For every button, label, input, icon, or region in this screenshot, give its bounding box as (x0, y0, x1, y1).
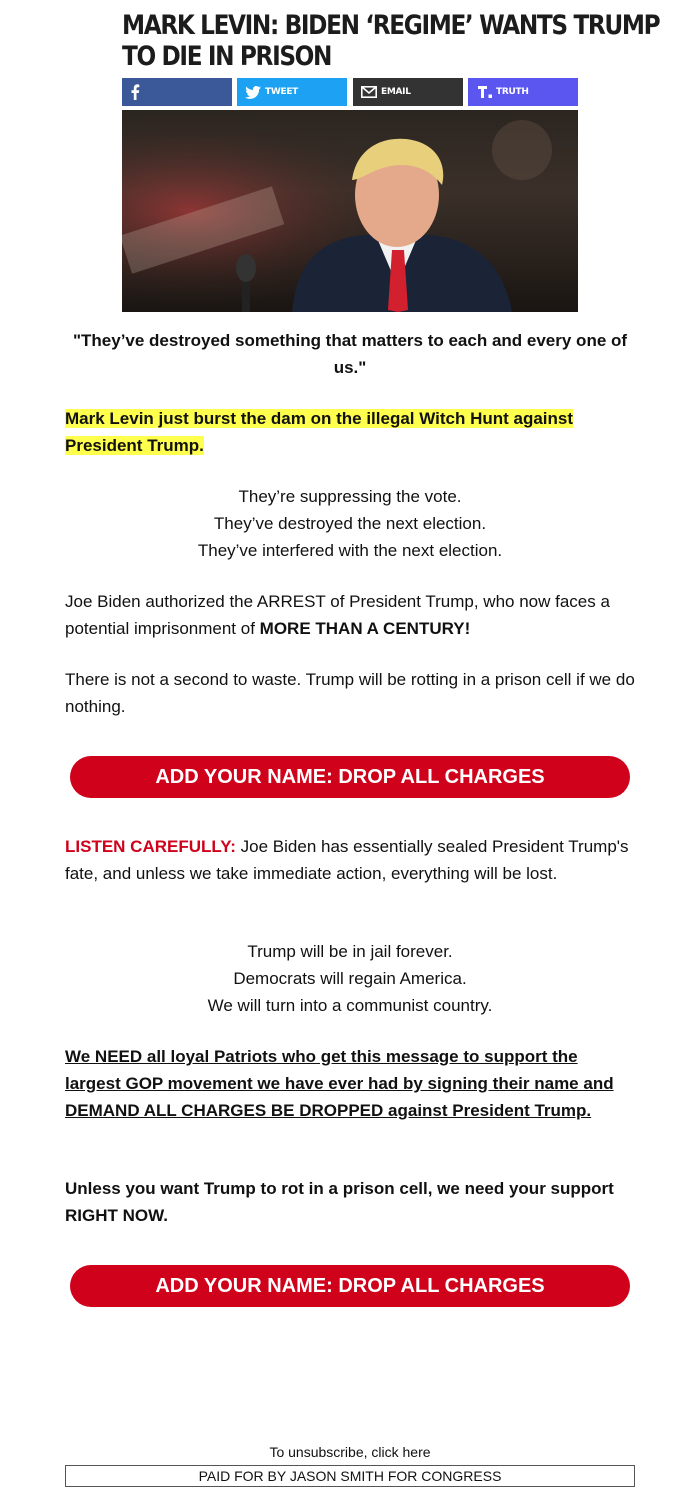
list-item: They’ve interfered with the next election. (197, 541, 503, 560)
arrest-paragraph (65, 588, 635, 642)
truth-social-icon (478, 86, 492, 98)
intro-quote: "They’ve destroyed something that matters to each and every one of us." (72, 331, 628, 377)
patriots-paragraph: We NEED all loyal Patriots who get this message to support the largest GOP movement we have ever had by signing their name and DEMAND ALL CHARGES BE DROPPED against President Trump. (65, 1047, 614, 1120)
list-item: We will turn into a communist country. (207, 996, 493, 1015)
header-banner (122, 0, 660, 312)
trump-photo (122, 110, 578, 312)
add-name-button-bottom[interactable]: ADD YOUR NAME: DROP ALL CHARGES (70, 1265, 630, 1307)
truth-share-button[interactable] (468, 78, 578, 106)
waste-paragraph: There is not a second to waste. Trump will be rotting in a prison cell if we do nothing. (65, 670, 635, 716)
highlighted-text: Mark Levin just burst the dam on the illegal Witch Hunt against President Trump. (65, 409, 574, 455)
listen-paragraph (65, 833, 635, 887)
support-paragraph: Unless you want Trump to rot in a prison cell, we need your support RIGHT NOW. (65, 1179, 614, 1225)
headline (122, 10, 660, 72)
suppression-list (65, 483, 635, 564)
arrest-text: Joe Biden authorized the ARREST of President Trump, who now faces a potential imprisonment of (65, 592, 610, 638)
facebook-icon (130, 84, 140, 100)
facebook-share-button[interactable] (122, 78, 232, 106)
list-item: Democrats will regain America. (233, 969, 467, 988)
tweet-share-button[interactable] (237, 78, 347, 106)
list-item: They’re suppressing the vote. (238, 487, 462, 506)
listen-text: Joe Biden has essentially sealed President Trump's fate, and unless we take immediate action, everything will be lost. (65, 837, 629, 883)
unsubscribe-link[interactable]: To unsubscribe, click here (269, 1444, 431, 1460)
add-name-button-top[interactable]: ADD YOUR NAME: DROP ALL CHARGES (70, 756, 630, 798)
highlight-paragraph (65, 405, 635, 459)
paid-for-disclaimer: PAID FOR BY JASON SMITH FOR CONGRESS (65, 1465, 635, 1487)
twitter-bird-icon (245, 86, 261, 99)
list-item: Trump will be in jail forever. (247, 942, 453, 961)
list-item: They’ve destroyed the next election. (213, 514, 487, 533)
arrest-bold-text: MORE THAN A CENTURY! (259, 619, 471, 638)
envelope-icon (361, 86, 377, 98)
tweet-label: TWEET (265, 87, 299, 97)
truth-label: TRUTH (496, 87, 529, 97)
headline-line-1: MARK LEVIN: BIDEN ‘REGIME’ WANTS TRUMP (122, 10, 660, 41)
email-label: EMAIL (381, 87, 411, 97)
headline-line-2: TO DIE IN PRISON (122, 41, 332, 72)
listen-lead: LISTEN CAREFULLY: (65, 837, 236, 856)
email-share-button[interactable] (353, 78, 463, 106)
consequence-list (65, 938, 635, 1019)
share-bar (122, 78, 578, 106)
